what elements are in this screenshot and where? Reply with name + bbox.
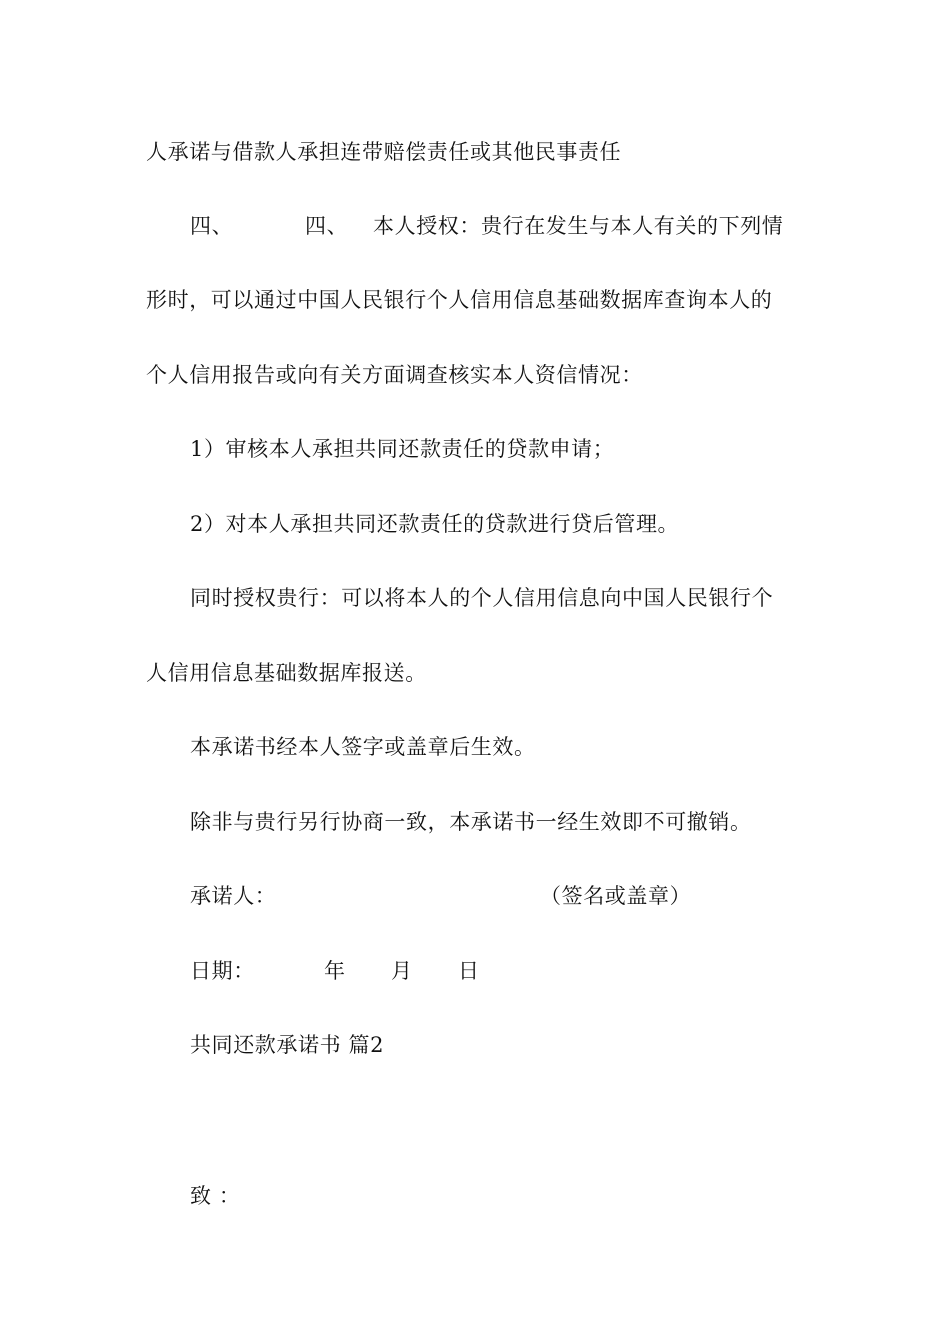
list-item-1: 1）审核本人承担共同还款责任的贷款申请； <box>190 437 615 461</box>
addressee-line: 致 ： <box>190 1184 241 1208</box>
date-year: 年 <box>324 959 346 983</box>
date-day: 日 <box>458 959 480 983</box>
signatory-label: 承诺人： <box>190 884 277 908</box>
effective-statement: 本承诺书经本人签字或盖章后生效。 <box>190 735 536 759</box>
clause-4-continuation-1: 形时，可以通过中国人民银行个人信用信息基础数据库查询本人的 <box>146 288 773 312</box>
date-label: 日期： <box>190 959 255 983</box>
date-month: 月 <box>391 959 413 983</box>
clause-4-text: 本人授权：贵行在发生与本人有关的下列情 <box>373 214 784 238</box>
clause-4-continuation-2: 个人信用报告或向有关方面调查核实本人资信情况： <box>146 363 643 387</box>
clause-number-duplicate: 四、 <box>305 214 349 238</box>
irrevocable-statement: 除非与贵行另行协商一致，本承诺书一经生效即不可撤销。 <box>190 810 752 834</box>
clause-number: 四、 <box>190 214 234 238</box>
section-2-title: 共同还款承诺书 篇2 <box>190 1033 385 1057</box>
authorize-paragraph-line-2: 人信用信息基础数据库报送。 <box>146 661 427 685</box>
list-item-2: 2）对本人承担共同还款责任的贷款进行贷后管理。 <box>190 512 680 536</box>
authorize-paragraph-line-1: 同时授权贵行：可以将本人的个人信用信息向中国人民银行个 <box>190 586 774 610</box>
signature-hint: （签名或盖章） <box>540 884 692 908</box>
paragraph-continuation: 人承诺与借款人承担连带赔偿责任或其他民事责任 <box>146 140 622 164</box>
